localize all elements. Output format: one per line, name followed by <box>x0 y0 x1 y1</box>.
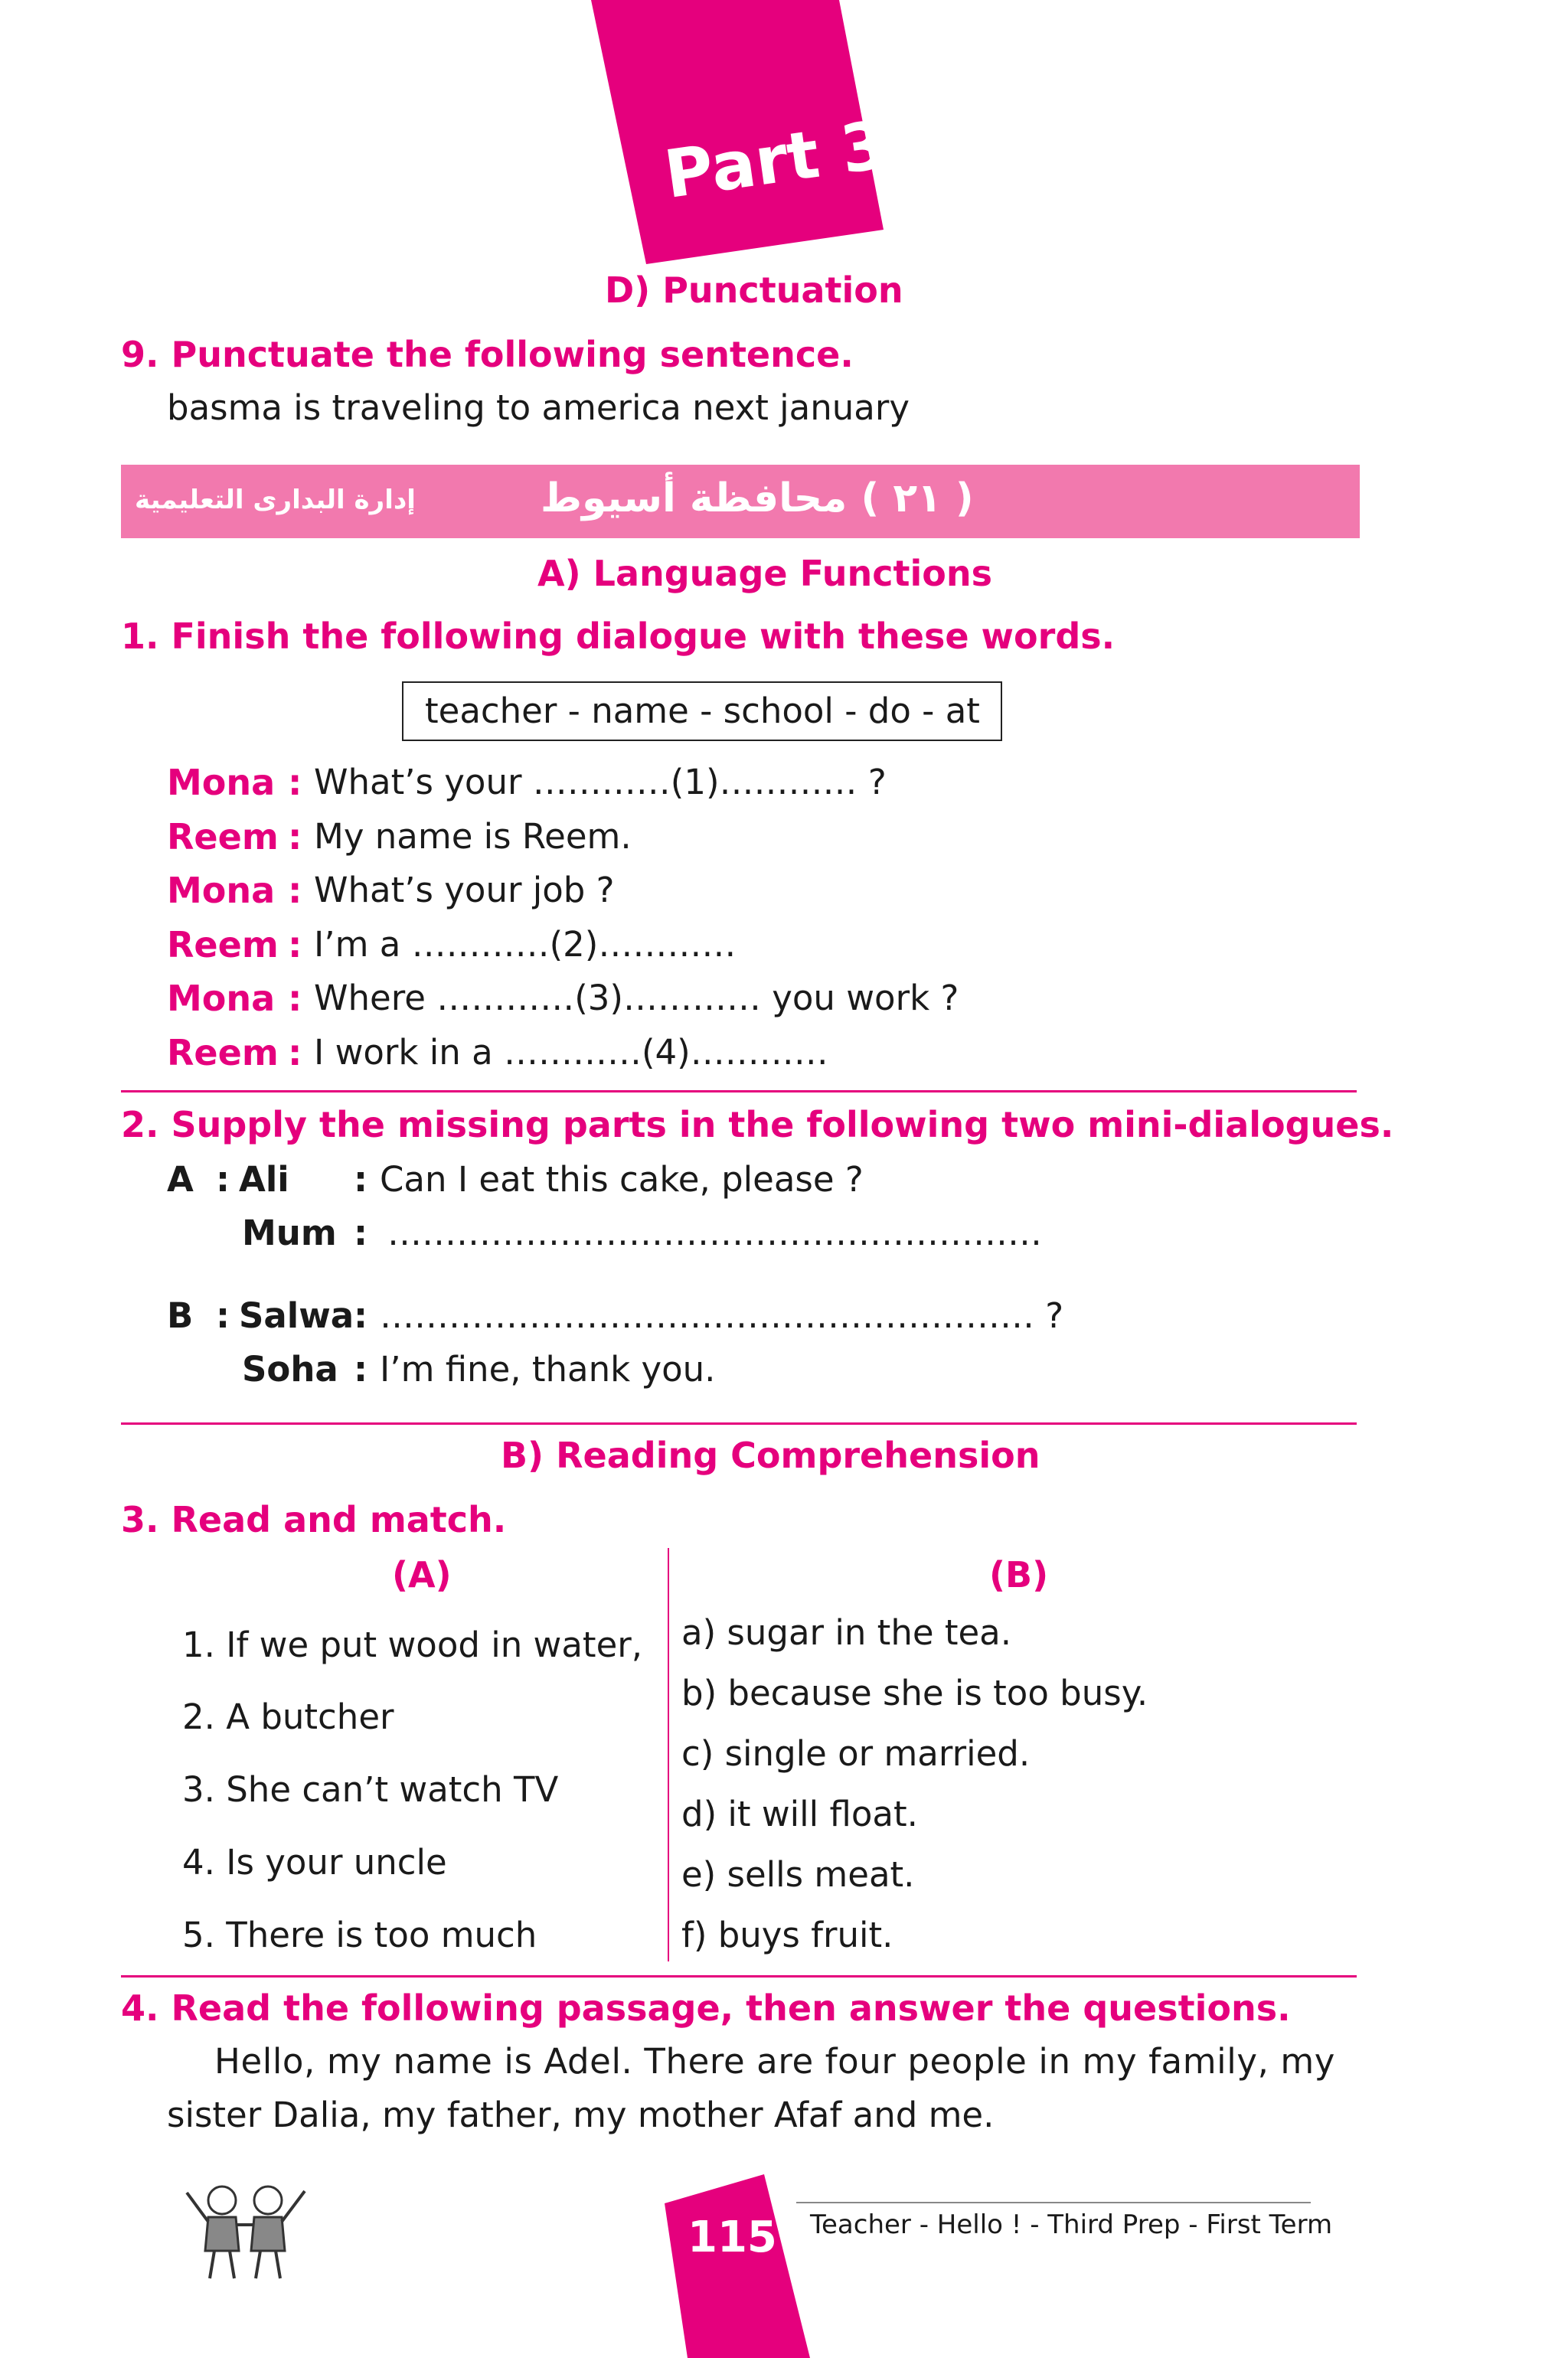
dialogue-text: I work in a …………(4)………… <box>314 1032 828 1073</box>
colon: : <box>288 762 302 803</box>
colon: : <box>288 870 302 911</box>
column-a-header: (A) <box>392 1554 452 1595</box>
speaker-mum: Mum <box>242 1213 337 1253</box>
colon: : <box>354 1159 368 1200</box>
word-list: teacher - name - school - do - at <box>425 691 980 731</box>
colon: : <box>288 978 302 1019</box>
match-a-item: 1. If we put wood in water, <box>182 1625 643 1665</box>
kids-illustration <box>178 2177 315 2285</box>
match-a-item: 4. Is your uncle <box>182 1842 447 1883</box>
footer-rule <box>796 2202 1311 2203</box>
dialogue-line <box>167 870 275 911</box>
colon: : <box>288 816 302 857</box>
match-b-item: f) buys fruit. <box>681 1915 893 1955</box>
mum-answer-blank: ………………………………………………… <box>387 1213 1042 1253</box>
divider <box>121 1090 1357 1092</box>
dialogue-line <box>167 924 279 965</box>
q1-title: 1. Finish the following dialogue with these words. <box>121 616 1116 657</box>
governorate-title: ( ٢١ ) محافظة أسيوط <box>541 475 974 521</box>
passage-line-1: Hello, my name is Adel. There are four people in my family, my <box>214 2041 1336 2082</box>
match-b-item: b) because she is too busy. <box>681 1673 1148 1713</box>
salwa-question-blank: ………………………………………………… ? <box>380 1295 1064 1336</box>
word-box <box>402 681 1002 741</box>
page-number: 115 <box>688 2213 777 2262</box>
section-a-title: A) Language Functions <box>537 553 992 594</box>
dialogue-line <box>167 978 275 1019</box>
speaker: Reem <box>167 1032 279 1073</box>
speaker: Reem <box>167 924 279 965</box>
dialogue-text: What’s your …………(1)………… ? <box>314 762 887 802</box>
dialogue-text: What’s your job ? <box>314 870 615 910</box>
colon: : <box>354 1295 368 1336</box>
speaker: Reem <box>167 816 279 857</box>
q9-title: 9. Punctuate the following sentence. <box>121 334 854 375</box>
speaker-ali: Ali <box>239 1159 289 1200</box>
speaker-soha: Soha <box>242 1349 338 1390</box>
q3-title: 3. Read and match. <box>121 1499 507 1540</box>
match-a-item: 5. There is too much <box>182 1915 537 1955</box>
part-label: Part 3 <box>660 106 893 214</box>
q2-title: 2. Supply the missing parts in the following two mini-dialogues. <box>121 1104 1394 1145</box>
match-a-item: 3. She can’t watch TV <box>182 1769 559 1810</box>
dialogue-text: My name is Reem. <box>314 816 632 857</box>
soha-line: I’m fine, thank you. <box>380 1349 716 1390</box>
speaker: Mona <box>167 870 276 911</box>
dialogue-text: I’m a …………(2)………… <box>314 924 737 965</box>
page-number-banner <box>665 2174 810 2358</box>
match-b-item: e) sells meat. <box>681 1854 915 1895</box>
speaker: Mona <box>167 762 276 803</box>
match-b-item: c) single or married. <box>681 1733 1031 1774</box>
divider <box>121 1975 1357 1978</box>
mini-dialogue-a-label: A <box>167 1159 194 1200</box>
q4-title: 4. Read the following passage, then answer the questions. <box>121 1987 1291 2029</box>
dialogue-line <box>167 816 279 857</box>
ali-line: Can I eat this cake, please ? <box>380 1159 864 1200</box>
dialogue-line <box>167 762 275 803</box>
column-divider <box>668 1548 669 1961</box>
governorate-bar <box>121 465 1360 538</box>
colon: : <box>216 1159 230 1200</box>
colon: : <box>354 1213 368 1253</box>
speaker: Mona <box>167 978 276 1019</box>
colon: : <box>354 1349 368 1390</box>
colon: : <box>216 1295 230 1336</box>
colon: : <box>288 924 302 965</box>
dialogue-line <box>167 1032 279 1073</box>
match-b-item: d) it will float. <box>681 1794 918 1834</box>
section-b-title: B) Reading Comprehension <box>501 1435 1040 1476</box>
column-b-header: (B) <box>989 1554 1049 1595</box>
passage-line-2: sister Dalia, my father, my mother Afaf and me. <box>167 2095 995 2135</box>
match-a-item: 2. A butcher <box>182 1697 394 1737</box>
colon: : <box>288 1032 302 1073</box>
q9-sentence: basma is traveling to america next january <box>167 387 910 428</box>
match-b-item: a) sugar in the tea. <box>681 1612 1012 1653</box>
speaker-salwa: Salwa <box>239 1295 354 1336</box>
department-name: إدارة البدارى التعليمية <box>135 485 416 515</box>
dialogue-text: Where …………(3)………… you work ? <box>314 978 959 1018</box>
mini-dialogue-b-label: B <box>167 1295 194 1336</box>
book-title: Teacher - Hello ! - Third Prep - First Term <box>810 2209 1333 2240</box>
section-d-title: D) Punctuation <box>605 269 903 311</box>
divider <box>121 1422 1357 1425</box>
